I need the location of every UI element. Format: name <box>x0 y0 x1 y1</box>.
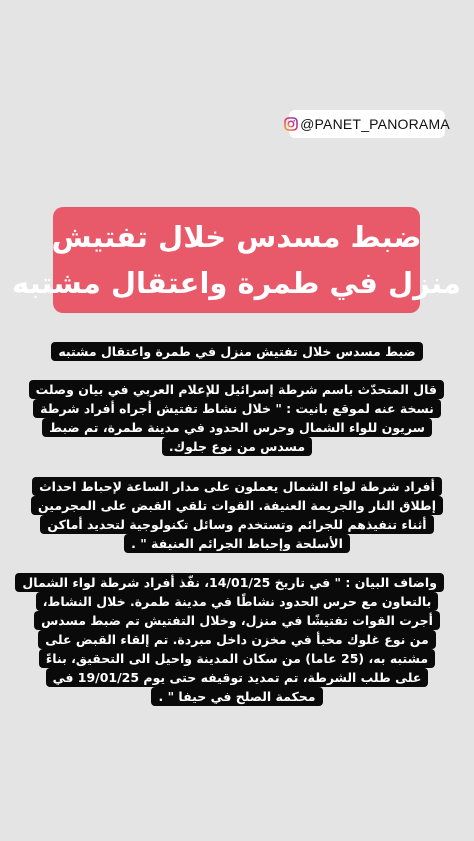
text-line: إطلاق النار والجريمة العنيفة. القوات تلقي القبض على المجرمين <box>31 496 443 515</box>
mention-handle: @PANET_PANORAMA <box>300 116 450 132</box>
text-line: أفراد شرطة لواء الشمال يعملون على مدار الساعة لإحباط احداث <box>32 477 442 496</box>
headline-banner <box>12 207 461 313</box>
headline-line-1: ضبط مسدس خلال تفتيش <box>51 220 422 254</box>
instagram-icon <box>284 117 298 131</box>
text-line: على طلب الشرطة، تم تمديد توقيفه حتى يوم 19/01/25 في <box>46 668 429 687</box>
text-line: أجرت القوات تفتيشًا في منزل، وخلال التفتيش تم ضبط مسدس <box>34 611 440 630</box>
text-line: قال المتحدّث باسم شرطة إسرائيل للإعلام العربي في بيان وصلت <box>29 380 444 399</box>
text-line: ضبط مسدس خلال تفتيش منزل في طمرة واعتقال مشتبه <box>51 342 422 361</box>
paragraph-police-work <box>30 477 444 553</box>
paragraph-details <box>22 573 444 706</box>
paragraph-statement <box>30 380 444 456</box>
headline-line-2: منزل في طمرة واعتقال مشتبه <box>12 266 461 300</box>
text-line: محكمة الصلح في حيفا " . <box>151 687 322 706</box>
text-line: سريون للواء الشمال وحرس الحدود في مدينة طمرة، تم ضبط <box>42 418 432 437</box>
text-line: مشتبه به، (25 عاما) من سكان المدينة واحيل الى التحقيق، بناءً <box>39 649 435 668</box>
text-line: نسخة عنه لموقع بانيت : " خلال نشاط تفتيش أجراه أفراد شرطة <box>33 399 441 418</box>
text-line: واضاف البيان : " في تاريخ 14/01/25، نفّذ أفراد شرطة لواء الشمال <box>15 573 444 592</box>
text-line: الأسلحة وإحباط الجرائم العنيفة " . <box>124 534 350 553</box>
text-line: أثناء تنفيذهم للجرائم وتستخدم وسائل تكنولوجية لتحديد أماكن <box>40 515 433 534</box>
text-line: مسدس من نوع جلوك. <box>162 437 312 456</box>
text-line: من نوع غلوك مخبأ في مخزن داخل مبردة. تم إلقاء القبض على <box>38 630 435 649</box>
text-line: بالتعاون مع حرس الحدود نشاطًا في مدينة طمرة. خلال النشاط، <box>36 592 439 611</box>
mention-sticker[interactable] <box>289 110 450 138</box>
summary-line <box>30 342 444 361</box>
